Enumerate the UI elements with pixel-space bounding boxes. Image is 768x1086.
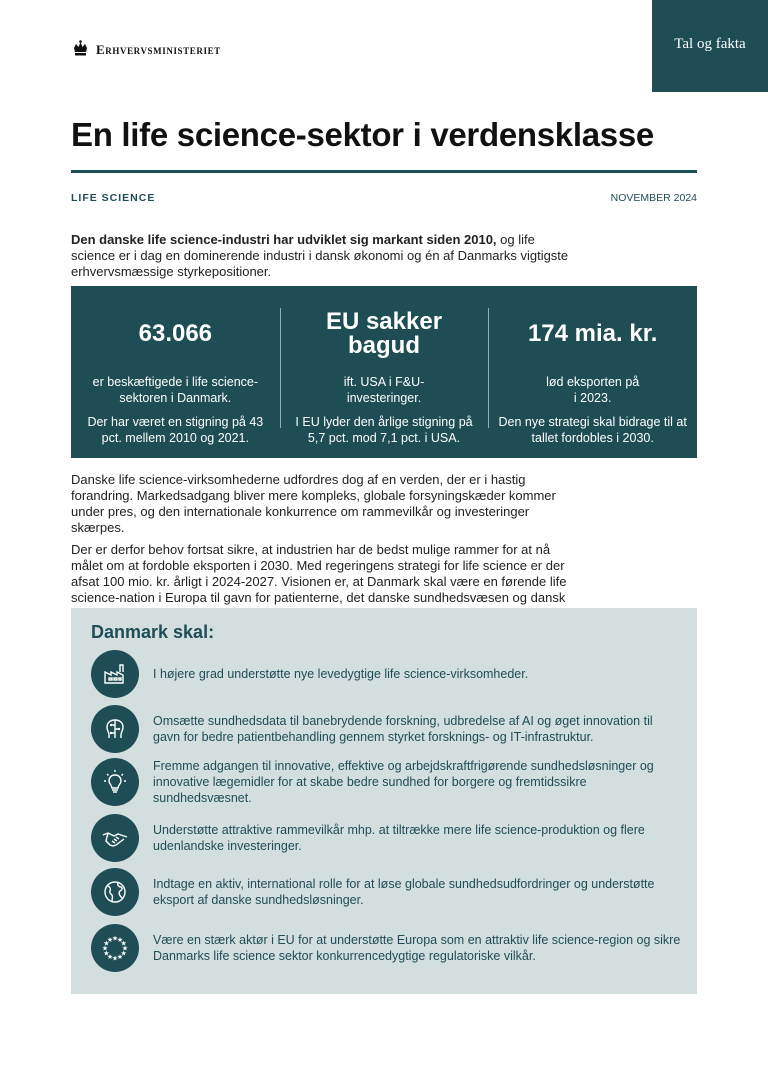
stat-note: I EU lyder den årlige stigning på 5,7 pct. mod 7,1 pct. i USA. — [295, 415, 473, 445]
eu-star: ★ — [120, 939, 127, 948]
body-paragraph: Der er derfor behov fortsat sikre, at industrien har de bedst mulige rammer for at nå målet om at fordoble eksporten i 2030. Med regeringens strategi for life science er der afsat 100 mio. kr. årligt i 2024-2027. Visionen er, at Danmark skal være en førende life science-nation i Europa til gavn for patienterne, det danske sundhedsvæsen og dansk — [71, 542, 567, 605]
stat-description: lød eksporten på i 2023. — [546, 375, 640, 405]
intro-bold: Den danske life science-industri har udviklet sig markant siden 2010, — [71, 232, 497, 247]
crown-icon — [72, 40, 89, 60]
stat-note: Den nye strategi skal bidrage til at tallet fordobles i 2030. — [498, 415, 687, 445]
stat-note: Der har været en stigning på 43 pct. mellem 2010 og 2021. — [87, 415, 264, 445]
category-tag — [652, 0, 768, 92]
stat-description: ift. USA i F&U-investeringer. — [343, 375, 425, 405]
body-text — [71, 472, 571, 628]
goal-text: Fremme adgangen til innovative, effektive og arbejdskraftfrigørende sundhedsløsninger og innovative lægemidler for at skabe bedre sundhed for borgere og fremtidssikre sundhedsvæsnet. — [153, 759, 654, 805]
goals-title: Danmark skal: — [91, 622, 215, 642]
stat-employment — [71, 286, 280, 458]
eu-star: ★ — [120, 949, 127, 958]
ai-brain-icon — [91, 705, 139, 753]
factory-icon — [91, 650, 139, 698]
stat-exports — [488, 286, 697, 458]
section-label: LIFE SCIENCE — [71, 192, 156, 204]
ministry-name: Erhvervsministeriet — [96, 42, 221, 57]
goal-item — [91, 650, 681, 698]
stat-eu-investment — [280, 286, 489, 458]
goal-text: Omsætte sundhedsdata til banebrydende forskning, udbredelse af AI og øget innovation til gavn for bedre patientbehandling gennem styrket forsknings- og IT-infrastruktur. — [153, 714, 653, 744]
goal-item — [91, 868, 681, 916]
eu-star: ★ — [111, 934, 119, 943]
ministry-logo — [72, 40, 221, 60]
stat-headline: 63.066 — [138, 320, 213, 347]
eu-star: ★ — [106, 953, 114, 962]
eu-stars-icon — [91, 924, 139, 972]
page-title: En life science-sektor i verdensklasse — [71, 116, 654, 153]
eu-star: ★ — [116, 935, 124, 944]
goals-panel — [71, 608, 697, 994]
handshake-icon — [91, 814, 139, 862]
goal-item — [91, 758, 681, 806]
goal-text: Understøtte attraktive rammevilkår mhp. at tiltrække mere life science-produktion og flere udenlandske investeringer. — [153, 823, 645, 853]
eu-star: ★ — [116, 953, 124, 962]
eu-star: ★ — [106, 935, 114, 944]
eu-star: ★ — [103, 939, 110, 948]
publication-date: NOVEMBER 2024 — [610, 192, 697, 204]
eu-star: ★ — [101, 944, 109, 953]
key-figures-band — [71, 286, 697, 458]
stat-description: er beskæftigede i life science-sektoren i Danmark. — [92, 375, 259, 405]
category-tag-label: Tal og fakta — [674, 36, 746, 52]
title-divider — [71, 170, 697, 173]
goal-item — [91, 924, 681, 972]
intro-paragraph — [71, 232, 571, 280]
body-paragraph: Danske life science-virksomhederne udfordres dog af en verden, der er i hastig forandring. Markedsadgang bliver mere kompleks, globale forsyningskæder kommer under pres, og den internationale konkurrence om rammevilkår og investeringer skærpes. — [71, 472, 556, 535]
lightbulb-icon — [91, 758, 139, 806]
goal-text: I højere grad understøtte nye levedygtige life science-virksomheder. — [153, 667, 529, 681]
stat-headline: EU sakker bagud — [325, 308, 443, 359]
goal-item — [91, 814, 681, 862]
eu-star: ★ — [121, 944, 129, 953]
eu-star: ★ — [103, 949, 110, 958]
goal-text: Være en stærk aktør i EU for at understøtte Europa som en attraktiv life science-region og sikre Danmarks life science sektor konkurrencedygtige regulatoriske vilkår. — [153, 933, 681, 963]
intro-rest: og life science er i dag en dominerende industri i dansk økonomi og én af Danmarks vigtigste erhvervsmæssige styrkepositioner. — [71, 232, 569, 279]
stat-headline: 174 mia. kr. — [527, 320, 658, 347]
globe-icon — [91, 868, 139, 916]
goal-item — [91, 705, 681, 753]
eu-star: ★ — [111, 954, 119, 963]
goal-text: Indtage en aktiv, international rolle for at løse globale sundhedsudfordringer og understøtte eksport af danske sundhedsløsninger. — [153, 877, 655, 907]
